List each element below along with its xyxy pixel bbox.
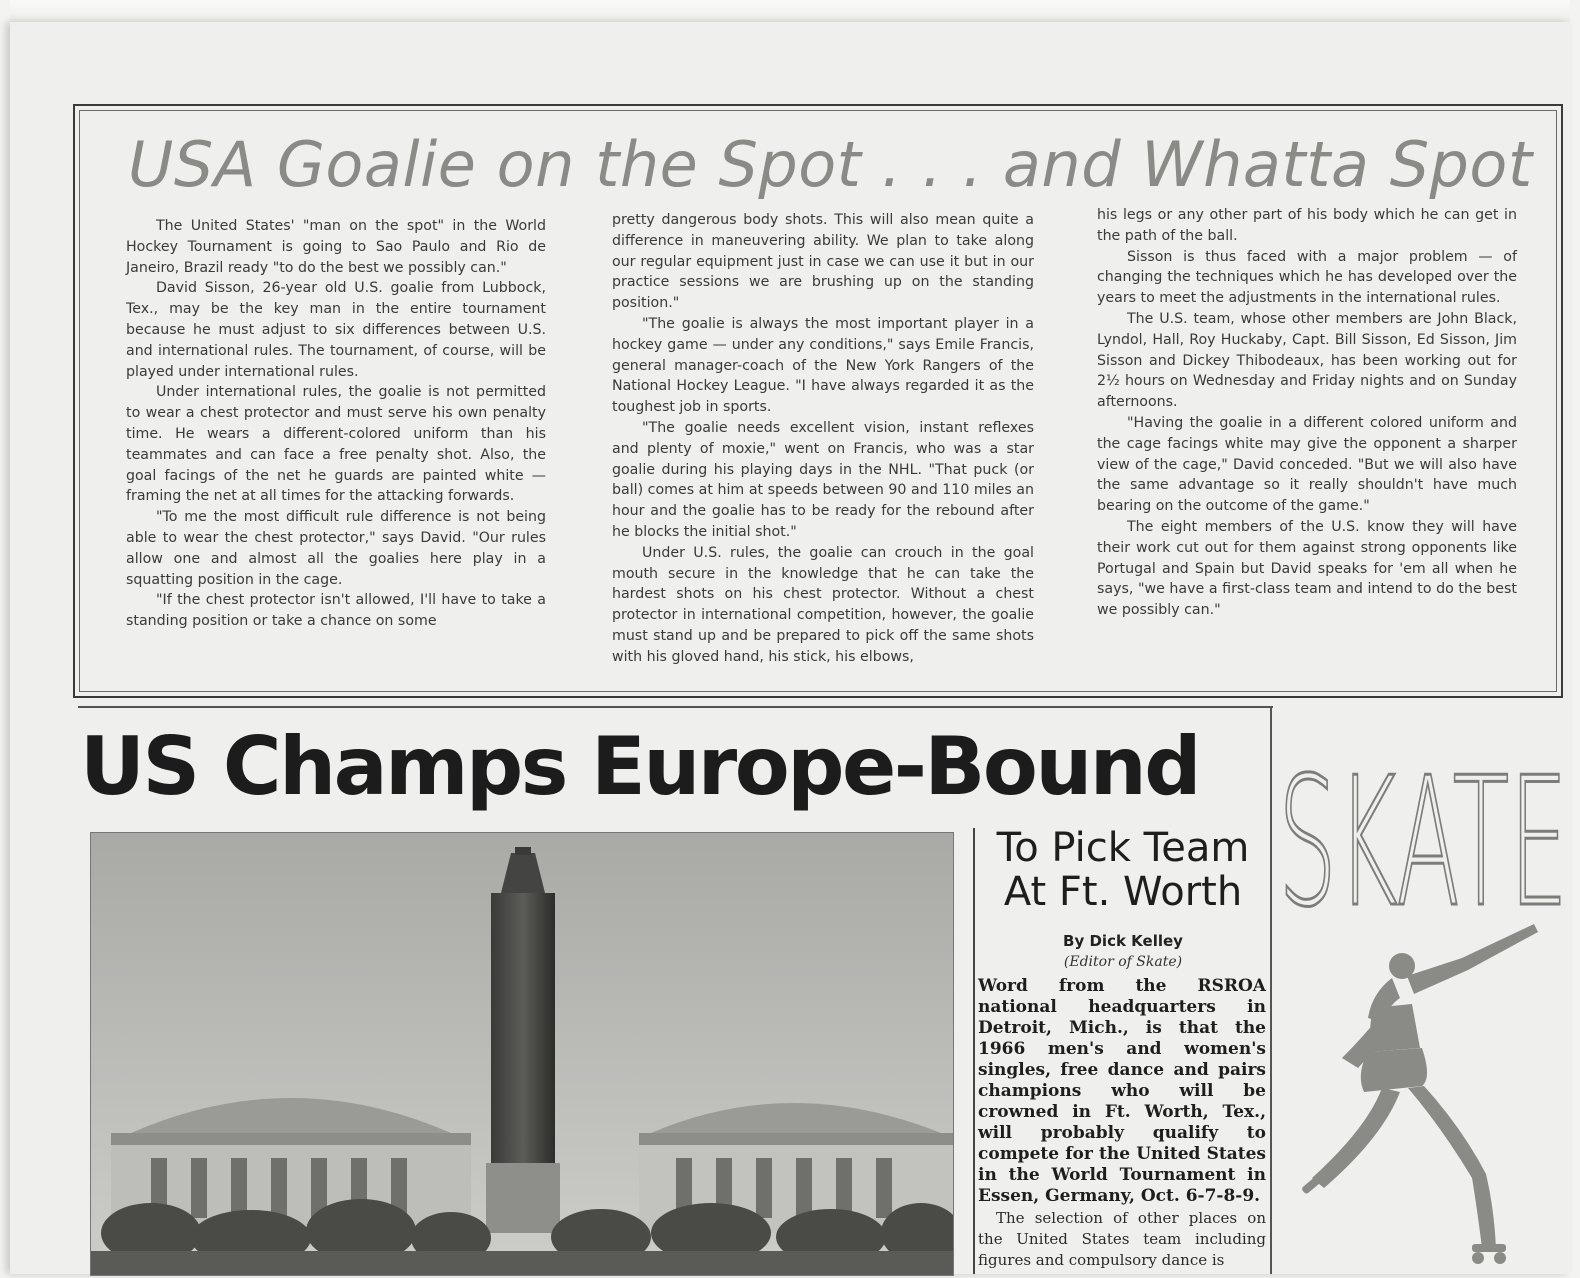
goalie-headline: USA Goalie on the Spot . . . and Whatta Spot xyxy=(128,128,1533,201)
paragraph: Under U.S. rules, the goalie can crouch in the goal mouth secure in the knowledge that he can take the hardest shots on his chest protector. Without a chest protector in international competition, however, the goalie must stand up and be prepared to pick off the same shots with his gloved hand, his stick, his elbows, xyxy=(612,544,1034,665)
lead-paragraph: Word from the RSROA national headquarters in Detroit, Mich., is that the 1966 men's and women's singles, free dance and pairs champions who will be crowned in Ft. Worth, Tex., will probably qualify to compete for the United States in the World Tournament in Essen, Germany, Oct. 6-7-8-9. xyxy=(978,976,1266,1206)
paragraph: The U.S. team, whose other members are John Black, Lyndol, Hall, Roy Huckaby, Capt. Bill Sisson, Ed Sisson, Jim Sisson and Dickey Thibodeaux, has been working out for 2½ hours on Wednesday and Friday nights and on Sunday afternoons. xyxy=(1097,310,1517,411)
paragraph: "To me the most difficult rule difference is not being able to wear the chest protector," says David. "Our rules allow one and almost all the goalies here play in a squatting position in the cage. xyxy=(126,509,546,588)
goalie-column-1 xyxy=(126,216,546,632)
building-illustration xyxy=(91,833,953,1275)
skate-wordmark: SKATE xyxy=(1278,739,1568,946)
paragraph: "The goalie is always the most important player in a hockey game — under any conditions," says Emile Francis, general manager-coach of the New York Rangers of the National Hockey League. "I have always regarded it as the toughest job in sports. xyxy=(612,315,1034,416)
goalie-column-2 xyxy=(612,210,1034,668)
paragraph: Sisson is thus faced with a major problem — of changing the techniques which he has developed over the years to meet the adjustments in the international rules. xyxy=(1097,248,1517,307)
paragraph: "Having the goalie in a different colored uniform and the cage facings white may give the opponent a sharper view of the cage," David conceded. "But we will also have the same advantage so it really shouldn't have much bearing on the outcome of the game." xyxy=(1097,414,1517,515)
byline: By Dick Kelley xyxy=(1063,932,1183,950)
section-divider xyxy=(78,706,1273,708)
bleed-through-text xyxy=(90,30,1550,100)
champs-headline: US Champs Europe-Bound xyxy=(80,720,1200,813)
paragraph: The eight members of the U.S. know they will have their work cut out for them against strong opponents like Portugal and Spain but David speaks for 'em all when he says, "we have a first-class team and intend to do the best we possibly can." xyxy=(1097,518,1517,619)
paragraph: "If the chest protector isn't allowed, I'll have to take a standing position or take a chance on some xyxy=(126,592,546,630)
paragraph: "The goalie needs excellent vision, instant reflexes and plenty of moxie," went on Francis, who was a star goalie during his playing days in the NHL. "That puck (or ball) comes at him at speeds between 90 and 110 miles an hour and the goalie has to be ready for the rebound after he blocks the initial shot." xyxy=(612,419,1034,540)
paragraph: his legs or any other part of his body which he can get in the path of the ball. xyxy=(1097,207,1517,244)
building-photo xyxy=(90,832,954,1276)
paragraph: Under international rules, the goalie is not permitted to wear a chest protector and must serve his own penalty time. He wears a different-colored uniform than his teammates and can face a free penalty shot. Also, the goal facings of the net he guards are painted white — framing the net at all times for the attacking forwards. xyxy=(126,384,546,505)
paragraph: The United States' "man on the spot" in the World Hockey Tournament is going to Sao Paulo and Rio de Janeiro, Brazil ready "to do the best we possibly can." xyxy=(126,218,546,276)
subheadline-line: At Ft. Worth xyxy=(1003,869,1243,915)
goalie-column-3 xyxy=(1097,205,1517,621)
paragraph: David Sisson, 26-year old U.S. goalie from Lubbock, Tex., may be the key man in the entire tournament because he must adjust to six differences between U.S. and international rules. The tournament, of course, will be played under international rules. xyxy=(126,280,546,380)
skate-logo xyxy=(1272,708,1570,1274)
byline-title: (Editor of Skate) xyxy=(1063,954,1183,970)
subheadline xyxy=(975,826,1271,914)
skater-illustration xyxy=(1272,708,1570,1274)
paragraph: pretty dangerous body shots. This will also mean quite a difference in maneuvering ability. We plan to take along our regular equipment just in case we can use it but in our practice sessions we are brushing up on the standing position." xyxy=(612,212,1034,312)
body-paragraph: The selection of other places on the United States team including figures and compulsory dance is xyxy=(978,1209,1266,1269)
skater-silhouette xyxy=(1301,924,1538,1264)
subheadline-line: To Pick Team xyxy=(996,825,1250,871)
